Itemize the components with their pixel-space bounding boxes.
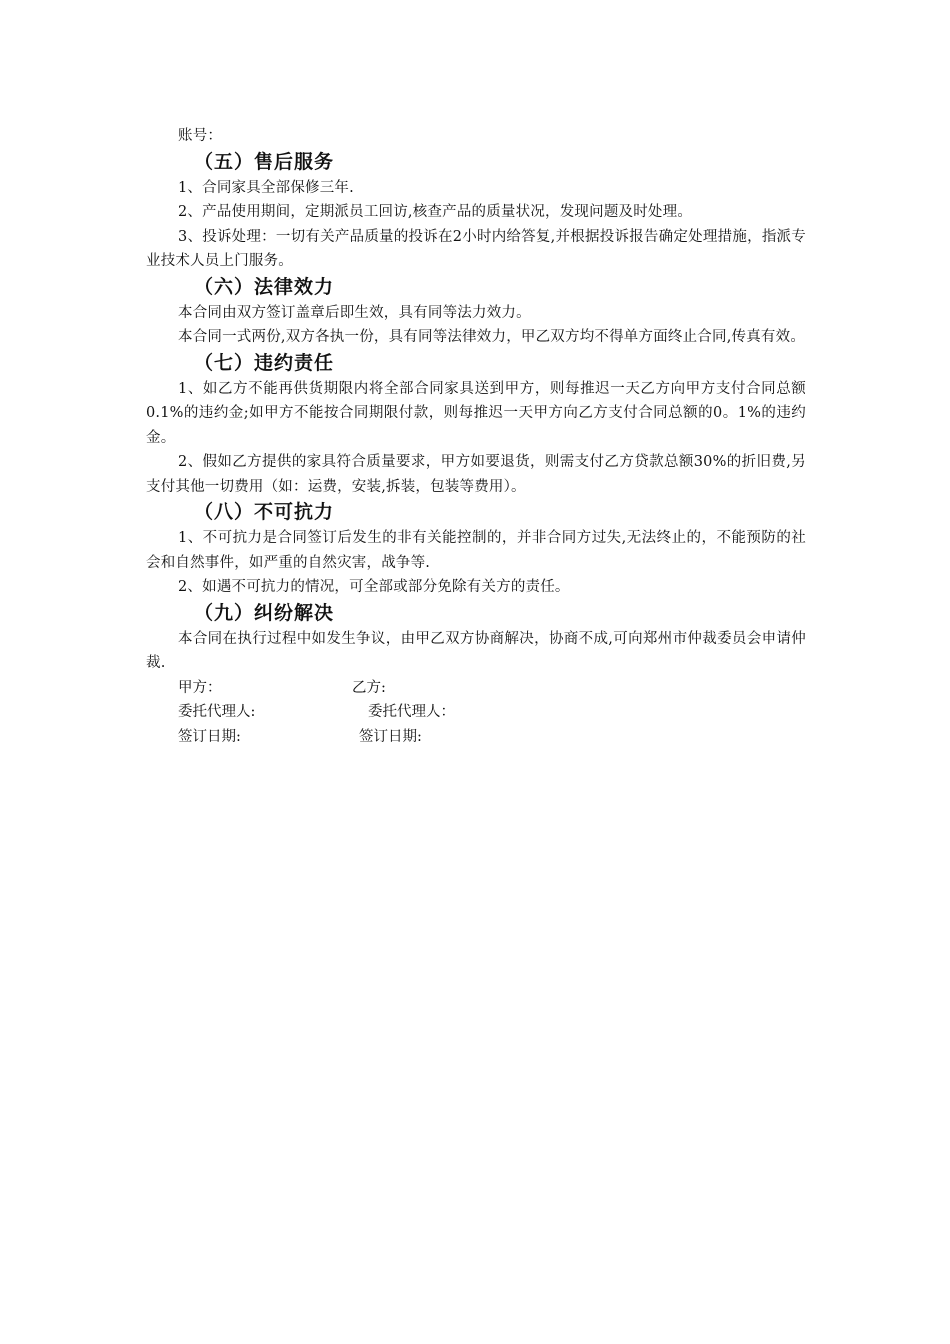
section-heading-legal-effect: （六）法律效力 bbox=[194, 275, 335, 298]
signature-row-agents bbox=[146, 700, 806, 725]
paragraph: 1、不可抗力是合同签订后发生的非有关能控制的，并非合同方过失,无法终止的，不能预防的社会和自然事件，如严重的自然灾害，战争等. bbox=[146, 530, 806, 571]
party-b-label: 乙方: bbox=[352, 679, 386, 696]
party-a-label: 甲方： bbox=[178, 679, 222, 696]
date-b-label: 签订日期: bbox=[359, 728, 422, 745]
account-line: 账号： bbox=[178, 128, 223, 144]
paragraph: 1、合同家具全部保修三年. bbox=[178, 179, 354, 196]
paragraph: 1、如乙方不能再供货期限内将全部合同家具送到甲方，则每推迟一天乙方向甲方支付合同总额0.1%的违约金;如甲方不能按合同期限付款，则每推迟一天甲方向乙方支付合同总额的0。1%的违约金。 bbox=[146, 380, 806, 446]
signature-row-dates bbox=[146, 725, 806, 750]
section-heading-dispute-resolution: （九）纠纷解决 bbox=[194, 601, 335, 624]
agent-a-label: 委托代理人: bbox=[178, 704, 256, 720]
paragraph: 3、投诉处理：一切有关产品质量的投诉在2小时内给答复,并根据投诉报告确定处理措施，指派专业技术人员上门服务。 bbox=[146, 228, 806, 269]
signature-row-parties bbox=[146, 676, 806, 701]
paragraph: 本合同一式两份,双方各执一份，具有同等法律效力，甲乙双方均不得单方面终止合同,传真有效。 bbox=[178, 329, 806, 345]
section-heading-breach-liability: （七）违约责任 bbox=[194, 351, 335, 374]
agent-b-label: 委托代理人： bbox=[368, 704, 455, 720]
paragraph: 本合同在执行过程中如发生争议，由甲乙双方协商解决，协商不成,可向郑州市仲裁委员会申请仲裁. bbox=[146, 630, 806, 671]
section-heading-after-sales: （五）售后服务 bbox=[194, 150, 335, 173]
contract-body bbox=[146, 124, 806, 749]
paragraph: 2、如遇不可抗力的情况，可全部或部分免除有关方的责任。 bbox=[178, 579, 570, 595]
paragraph: 本合同由双方签订盖章后即生效，具有同等法力效力。 bbox=[178, 304, 531, 321]
section-heading-force-majeure: （八）不可抗力 bbox=[194, 501, 335, 523]
paragraph: 2、假如乙方提供的家具符合质量要求，甲方如要退货，则需支付乙方贷款总额30%的折旧费,另支付其他一切费用（如：运费，安装,拆装，包装等费用）。 bbox=[146, 454, 806, 495]
date-a-label: 签订日期: bbox=[178, 728, 241, 745]
paragraph: 2、产品使用期间，定期派员工回访,核查产品的质量状况，发现问题及时处理。 bbox=[178, 204, 693, 220]
